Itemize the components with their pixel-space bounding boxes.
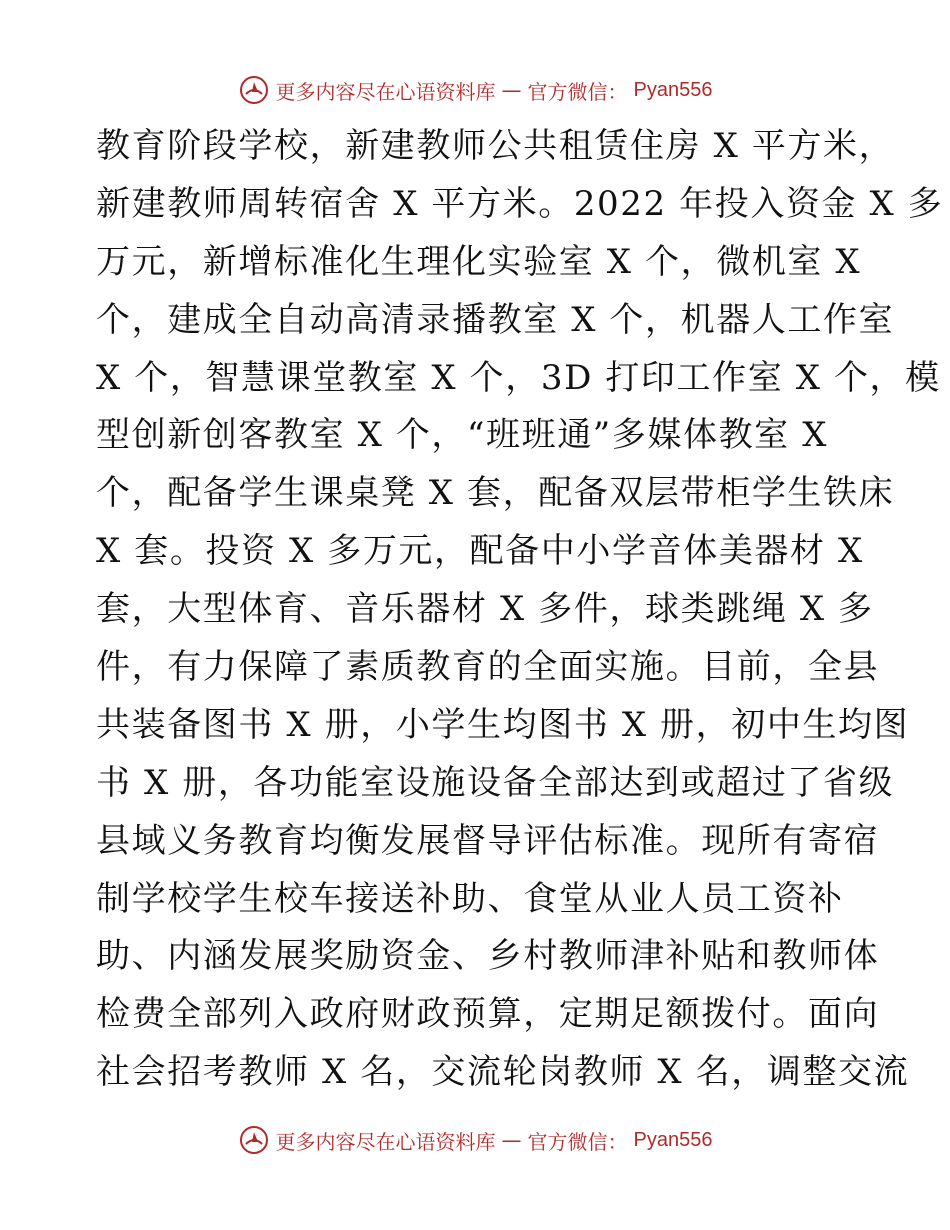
watermark-main-text: 更多内容尽在心语资料库 xyxy=(275,1129,496,1154)
text-line: 新建教师周转宿舍 X 平方米。2022 年投入资金 X 多 xyxy=(96,183,944,224)
text-line: 套，大型体育、音乐器材 X 多件，球类跳绳 X 多 xyxy=(96,589,874,630)
watermark-separator: — xyxy=(501,1128,522,1152)
text-line: 件，有力保障了素质教育的全面实施。目前，全县 xyxy=(96,647,880,688)
watermark-separator: — xyxy=(501,78,522,102)
text-line: 书 X 册，各功能室设施设备全部达到或超过了省级 xyxy=(96,762,895,803)
text-line: X 个，智慧课堂教室 X 个，3D 打印工作室 X 个，模 xyxy=(96,357,941,398)
text-line: 万元，新增标准化生理化实验室 X 个，微机室 X xyxy=(96,241,862,282)
text-line: 个，配备学生课桌凳 X 套，配备双层带柜学生铁床 xyxy=(96,473,895,514)
document-body xyxy=(96,118,944,1102)
text-line: 助、内涵发展奖励资金、乡村教师津补贴和教师体 xyxy=(96,936,880,977)
book-pen-logo-icon xyxy=(238,74,270,106)
text-line: 检费全部列入政府财政预算，定期足额拨付。面向 xyxy=(96,994,880,1035)
watermark-handle: Pyan556 xyxy=(633,78,713,101)
text-line: 县域义务教育均衡发展督导评估标准。现所有寄宿 xyxy=(96,820,880,861)
book-pen-logo-icon xyxy=(238,1124,270,1156)
watermark-label: 官方微信： xyxy=(527,79,628,104)
text-line: 个，建成全自动高清录播教室 X 个，机器人工作室 xyxy=(96,299,895,340)
text-line: 社会招考教师 X 名，交流轮岗教师 X 名，调整交流 xyxy=(96,1052,910,1093)
footer-watermark xyxy=(0,1120,950,1160)
text-line: 型创新创客教室 X 个，“班班通”多媒体教室 X xyxy=(96,415,828,456)
watermark-main-text: 更多内容尽在心语资料库 xyxy=(275,79,496,104)
watermark-label: 官方微信： xyxy=(527,1129,628,1154)
text-line: 教育阶段学校，新建教师公共租赁住房 X 平方米， xyxy=(96,126,895,166)
text-line: 制学校学生校车接送补助、食堂从业人员工资补 xyxy=(96,878,844,919)
watermark-handle: Pyan556 xyxy=(633,1128,713,1151)
text-line: X 套。投资 X 多万元，配备中小学音体美器材 X xyxy=(96,531,864,572)
text-line: 共装备图书 X 册，小学生均图书 X 册，初中生均图 xyxy=(96,704,910,745)
header-watermark xyxy=(0,70,950,110)
